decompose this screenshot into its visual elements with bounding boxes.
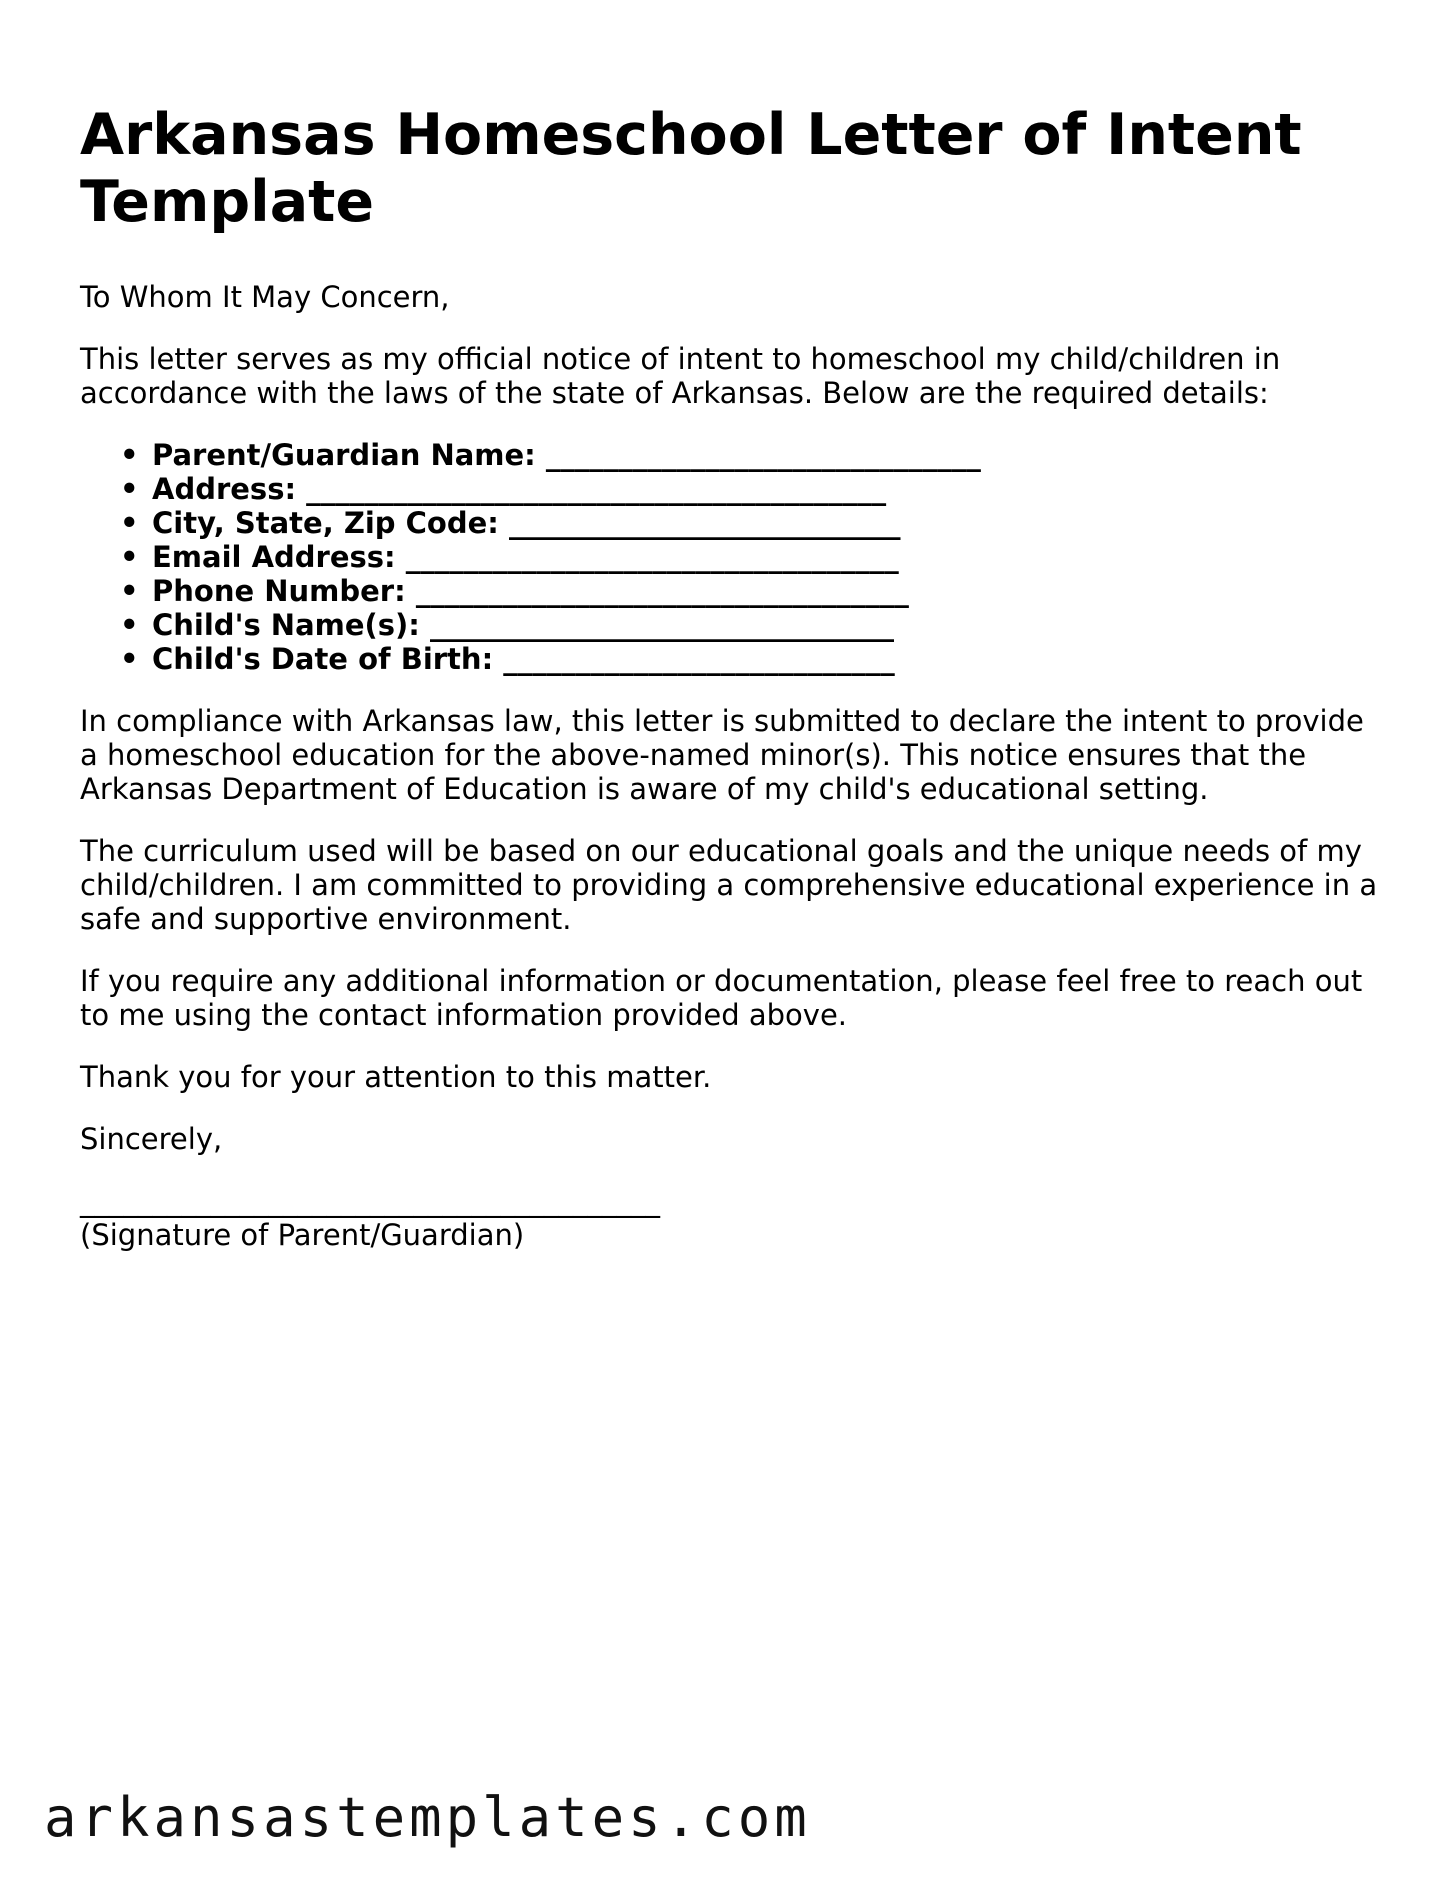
signature-block — [80, 1184, 1380, 1252]
field-label: Parent/Guardian Name: — [152, 438, 536, 472]
field-label: Address: — [152, 472, 297, 506]
bullet-icon: • — [120, 540, 139, 574]
contact-paragraph: If you require any additional information or documentation, please feel free to reach out to me using the contact information provided above. — [80, 964, 1363, 1032]
blank-line: __________________________________ — [415, 574, 909, 608]
blank-line: ________________________________ — [430, 608, 895, 642]
blank-line: ______________________________ — [545, 438, 981, 472]
blank-line: ________________________________________ — [306, 472, 887, 506]
field-city-state-zip — [120, 506, 1380, 540]
page-title: Arkansas Homeschool Letter of Intent Template — [80, 102, 1302, 235]
curriculum-paragraph: The curriculum used will be based on our educational goals and the unique needs of my child/children. I am committed to providing a comprehensive educational experience in a safe and supportive environment. — [80, 834, 1378, 936]
blank-line: ___________________________ — [508, 506, 901, 540]
letter-page — [80, 102, 1380, 1252]
field-label: Child's Name(s): — [152, 608, 420, 642]
field-email-address — [120, 540, 1380, 574]
intro-paragraph: This letter serves as my official notice of intent to homeschool my child/children in accordance with the laws of the state of Arkansas. Below are the required details: — [80, 342, 1281, 410]
greeting: To Whom It May Concern, — [80, 280, 450, 314]
bullet-icon: • — [120, 574, 139, 608]
field-label: Phone Number: — [152, 574, 406, 608]
compliance-paragraph: In compliance with Arkansas law, this letter is submitted to declare the intent to provide a homeschool education for the above-named minor(s). This notice ensures that the Arkansas Department of Education is aware of my child's educational setting. — [80, 704, 1364, 806]
site-watermark: arkansastemplates.com — [44, 1786, 811, 1849]
field-label: Email Address: — [152, 540, 396, 574]
field-childs-names — [120, 608, 1380, 642]
bullet-icon: • — [120, 438, 139, 472]
blank-line: ___________________________ — [503, 642, 895, 676]
field-childs-date-of-birth — [120, 642, 1380, 676]
thank-you-paragraph: Thank you for your attention to this matter. — [80, 1060, 712, 1094]
bullet-icon: • — [120, 506, 139, 540]
closing: Sincerely, — [80, 1122, 223, 1156]
field-label: City, State, Zip Code: — [152, 506, 499, 540]
signature-line: ________________________________________ — [80, 1184, 660, 1218]
blank-line: __________________________________ — [405, 540, 899, 574]
bullet-icon: • — [120, 642, 139, 676]
signature-caption: (Signature of Parent/Guardian) — [80, 1218, 525, 1252]
bullet-icon: • — [120, 608, 139, 642]
required-details-list — [80, 438, 1380, 676]
field-address — [120, 472, 1380, 506]
bullet-icon: • — [120, 472, 139, 506]
field-phone-number — [120, 574, 1380, 608]
field-parent-guardian-name — [120, 438, 1380, 472]
field-label: Child's Date of Birth: — [152, 642, 494, 676]
